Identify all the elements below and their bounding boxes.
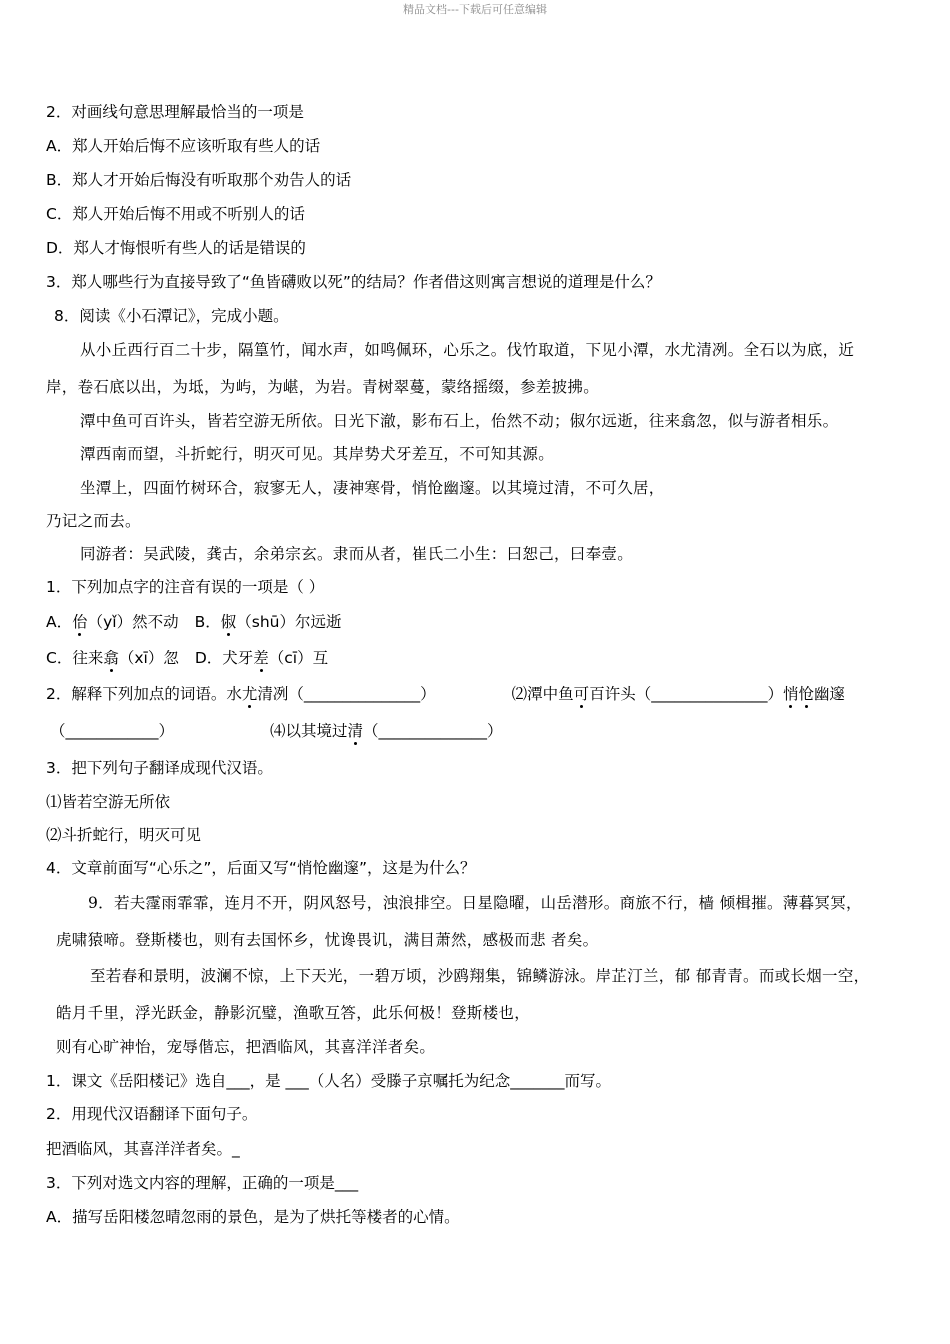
q8-passage-p3: 潭西南而望，斗折蛇行，明灭可见。其岸势犬牙差互，不可知其源。	[80, 445, 555, 463]
q8-subquestion-4: 4．文章前面写“心乐之”，后面又写“悄怆幽邃”，这是为什么？	[46, 859, 476, 877]
q8-passage-p4-line2: 乃记之而去。	[46, 512, 141, 530]
option-b-text: （shū）尔远逝	[236, 613, 342, 631]
word-3a-dotted: 悄	[782, 685, 799, 703]
option-d-dotted-char: 差	[253, 649, 269, 667]
option-a-label: A．	[46, 613, 73, 631]
item-2-blank: 百许头（_______________）	[589, 685, 783, 703]
q8-passage-p4-line1: 坐潭上，四面竹树环合，寂寥无人，凄神寒骨，悄怆幽邃。以其境过清，不可久居，	[80, 479, 665, 497]
q9-subquestion-2-stem: 2．用现代汉语翻译下面句子。	[46, 1105, 258, 1123]
q9-passage-p2-line1: 至若春和景明，波澜不惊，上下天光，一碧万顷，沙鸥翔集，锦鳞游泳。岸芷汀兰，郁 郁青青。而或长烟一空，	[90, 967, 870, 985]
option-b-dotted-char: 俶	[220, 613, 237, 631]
q7-question-2-option-c: C．郑人开始后悔不用或不听别人的话	[46, 205, 305, 223]
q8-subquestion-2-line1	[46, 685, 845, 704]
q9-passage-p2-line3: 则有心旷神怡，宠辱偕忘，把酒临风，其喜洋洋者矣。	[56, 1038, 436, 1056]
q8-title: 8．阅读《小石潭记》，完成小题。	[54, 307, 289, 325]
word-3b-dotted: 怆	[798, 685, 814, 703]
q7-question-2-option-a: A．郑人开始后悔不应该听取有些人的话	[46, 137, 321, 155]
q9-subquestion-1: 1．课文《岳阳楼记》选自___，是 ___（人名）受滕子京嘱托为纪念_______而写。	[46, 1072, 612, 1090]
item-2-prefix: ⑵潭中鱼	[511, 685, 574, 703]
q8-passage-p1-line1: 从小丘西行百二十步，隔篁竹，闻水声，如鸣佩环，心乐之。伐竹取道，下见小潭，水尤清冽。全石以为底，近	[80, 341, 855, 359]
option-d-text: （cī）互	[268, 649, 329, 667]
q8-subquestion-2-line2	[50, 722, 503, 741]
q7-question-2-option-d: D．郑人才悔恨听有些人的话是错误的	[46, 239, 306, 257]
option-a-dotted-char: 佁	[72, 613, 88, 631]
option-d-label: D．犬牙	[194, 649, 254, 667]
word-4-dotted: 清	[347, 722, 364, 740]
q7-question-3: 3．郑人哪些行为直接导致了“鱼皆礴败以死”的结局？作者借这则寓言想说的道理是什么？	[46, 273, 661, 291]
q9-subquestion-2-sentence: 把酒临风，其喜洋洋者矣。_	[46, 1140, 240, 1158]
header-watermark: 精品文档---下载后可任意编辑	[403, 3, 547, 16]
item-4-blank: （______________）	[363, 722, 503, 740]
word-1-dotted: 尤	[241, 685, 258, 703]
q7-question-2-option-b: B．郑人才开始后悔没有听取那个劝告人的话	[46, 171, 352, 189]
option-c-dotted-char: 翕	[103, 649, 119, 667]
option-a-text: （yǐ）然不动	[87, 613, 179, 631]
q7-question-2-stem: 2．对画线句意思理解最恰当的一项是	[46, 103, 304, 121]
word-2-dotted: 可	[573, 685, 590, 703]
item-3-suffix: 幽邃	[813, 685, 845, 703]
q8-passage-p1-line2: 岸，卷石底以出，为坻，为屿，为嵁，为岩。青树翠蔓，蒙络摇缀，参差披拂。	[46, 378, 600, 396]
q8-passage-p2: 潭中鱼可百许头，皆若空游无所依。日光下澈，影布石上，佁然不动；俶尔远逝，往来翕忽，似与游者相乐。	[80, 412, 839, 430]
q9-passage-p2-line2: 皓月千里，浮光跃金，静影沉璧，渔歌互答，此乐何极！登斯楼也，	[56, 1004, 531, 1022]
word-1-blank: 清冽（_______________）	[257, 685, 436, 703]
q9-subquestion-3-option-a: A．描写岳阳楼忽晴忽雨的景色，是为了烘托等楼者的心情。	[46, 1208, 460, 1226]
option-c-text: （xī）忽	[118, 649, 179, 667]
q8-subquestion-3-item-1: ⑴皆若空游无所依	[46, 793, 171, 811]
q9-passage-p1-line1: 9．若夫霪雨霏霏，连月不开，阴风怒号，浊浪排空。日星隐曜，山岳潜形。商旅不行，樯 倾楫摧。薄暮冥冥，	[88, 894, 862, 912]
q8-subquestion-3-stem: 3．把下列句子翻译成现代汉语。	[46, 759, 273, 777]
option-b-label: B．	[194, 613, 221, 631]
item-4-prefix: ⑷以其境过	[270, 722, 348, 740]
q8-subquestion-1-stem: 1．下列加点字的注音有误的一项是（ ）	[46, 578, 325, 596]
q8-subquestion-1-options-ab	[46, 613, 342, 632]
q8-passage-p5: 同游者：吴武陵，龚古，余弟宗玄。隶而从者，崔氏二小生：曰恕己，曰奉壹。	[80, 545, 634, 563]
item-3-blank: （____________）	[50, 722, 175, 740]
option-c-label: C．往来	[46, 649, 104, 667]
q9-passage-p1-line2: 虎啸猿啼。登斯楼也，则有去国怀乡，忧谗畏讥，满目萧然，感极而悲 者矣。	[56, 931, 599, 949]
q9-subquestion-3-stem: 3．下列对选文内容的理解，正确的一项是___	[46, 1174, 359, 1192]
q8-subquestion-1-options-cd	[46, 649, 328, 668]
q8-subquestion-3-item-2: ⑵斗折蛇行，明灭可见	[46, 826, 202, 844]
subquestion-2-stem: 2．解释下列加点的词语。水	[46, 685, 242, 703]
